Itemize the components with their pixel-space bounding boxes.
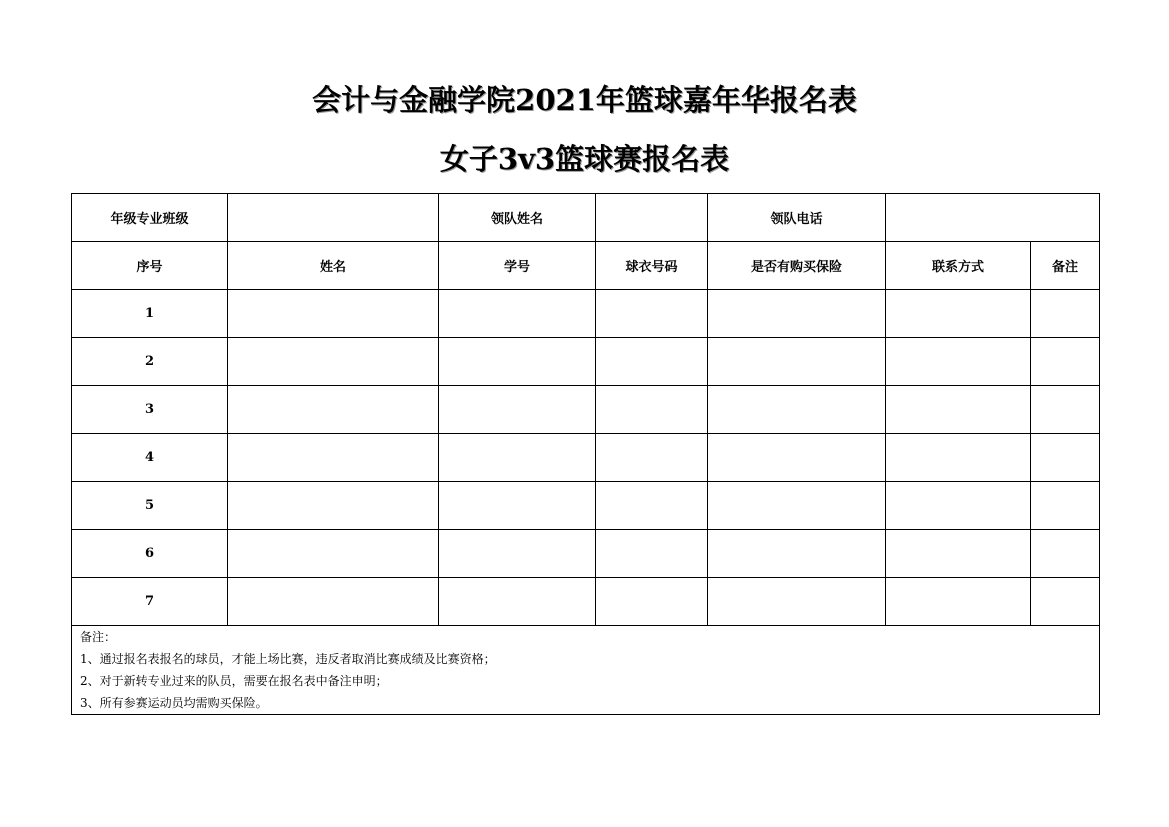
note-item: 3、所有参赛运动员均需购买保险。 xyxy=(80,696,268,710)
contact-cell[interactable] xyxy=(886,338,1031,386)
row-index: 4 xyxy=(72,434,228,482)
name-cell[interactable] xyxy=(228,434,439,482)
contact-cell[interactable] xyxy=(886,530,1031,578)
student-id-cell[interactable] xyxy=(439,338,596,386)
name-cell[interactable] xyxy=(228,530,439,578)
row-index: 2 xyxy=(72,338,228,386)
student-id-cell[interactable] xyxy=(439,530,596,578)
registration-table xyxy=(71,193,1100,715)
info-row xyxy=(72,194,1100,242)
student-id-cell[interactable] xyxy=(439,578,596,626)
remarks-cell[interactable] xyxy=(1031,482,1100,530)
table-row xyxy=(72,386,1100,434)
note-item: 1、通过报名表报名的球员，才能上场比赛，违反者取消比赛成绩及比赛资格； xyxy=(80,652,496,666)
jersey-number-cell[interactable] xyxy=(596,290,708,338)
insurance-cell[interactable] xyxy=(708,530,886,578)
row-index: 3 xyxy=(72,386,228,434)
jersey-number-cell[interactable] xyxy=(596,482,708,530)
page-title: 会计与金融学院2021年篮球嘉年华报名表 xyxy=(312,83,857,117)
student-id-cell[interactable] xyxy=(439,482,596,530)
table-row xyxy=(72,434,1100,482)
student-id-cell[interactable] xyxy=(439,290,596,338)
remarks-cell[interactable] xyxy=(1031,338,1100,386)
jersey-number-cell[interactable] xyxy=(596,338,708,386)
contact-cell[interactable] xyxy=(886,434,1031,482)
remarks-cell[interactable] xyxy=(1031,530,1100,578)
contact-cell[interactable] xyxy=(886,578,1031,626)
jersey-number-cell[interactable] xyxy=(596,434,708,482)
notes-cell xyxy=(72,626,1100,715)
name-cell[interactable] xyxy=(228,482,439,530)
name-cell[interactable] xyxy=(228,290,439,338)
remarks-cell[interactable] xyxy=(1031,290,1100,338)
jersey-number-cell[interactable] xyxy=(596,578,708,626)
table-row xyxy=(72,578,1100,626)
jersey-number-cell[interactable] xyxy=(596,530,708,578)
insurance-cell[interactable] xyxy=(708,338,886,386)
column-header-index: 序号 xyxy=(72,242,228,290)
row-index: 5 xyxy=(72,482,228,530)
insurance-cell[interactable] xyxy=(708,290,886,338)
column-header-remarks: 备注 xyxy=(1031,242,1100,290)
contact-cell[interactable] xyxy=(886,290,1031,338)
jersey-number-cell[interactable] xyxy=(596,386,708,434)
row-index: 6 xyxy=(72,530,228,578)
student-id-cell[interactable] xyxy=(439,386,596,434)
note-item: 2、对于新转专业过来的队员，需要在报名表中备注申明； xyxy=(80,674,388,688)
student-id-cell[interactable] xyxy=(439,434,596,482)
insurance-cell[interactable] xyxy=(708,578,886,626)
remarks-cell[interactable] xyxy=(1031,434,1100,482)
column-header-student-id: 学号 xyxy=(439,242,596,290)
table-row xyxy=(72,482,1100,530)
column-header-name: 姓名 xyxy=(228,242,439,290)
row-index: 1 xyxy=(72,290,228,338)
remarks-cell[interactable] xyxy=(1031,386,1100,434)
contact-cell[interactable] xyxy=(886,482,1031,530)
captain-phone-value-cell[interactable] xyxy=(886,194,1100,242)
captain-name-label: 领队姓名 xyxy=(439,194,596,242)
notes-row xyxy=(72,626,1100,715)
column-header-jersey-number: 球衣号码 xyxy=(596,242,708,290)
row-index: 7 xyxy=(72,578,228,626)
table-row xyxy=(72,338,1100,386)
column-header-insurance: 是否有购买保险 xyxy=(708,242,886,290)
insurance-cell[interactable] xyxy=(708,482,886,530)
column-header-contact: 联系方式 xyxy=(886,242,1031,290)
notes-heading: 备注： xyxy=(80,630,117,644)
captain-name-value-cell[interactable] xyxy=(596,194,708,242)
table-row xyxy=(72,530,1100,578)
remarks-cell[interactable] xyxy=(1031,578,1100,626)
insurance-cell[interactable] xyxy=(708,434,886,482)
page-subtitle: 女子3v3篮球赛报名表 xyxy=(439,142,730,176)
contact-cell[interactable] xyxy=(886,386,1031,434)
captain-phone-label: 领队电话 xyxy=(708,194,886,242)
name-cell[interactable] xyxy=(228,338,439,386)
name-cell[interactable] xyxy=(228,386,439,434)
header-row xyxy=(72,242,1100,290)
grade-label: 年级专业班级 xyxy=(72,194,228,242)
grade-value-cell[interactable] xyxy=(228,194,439,242)
name-cell[interactable] xyxy=(228,578,439,626)
insurance-cell[interactable] xyxy=(708,386,886,434)
table-row xyxy=(72,290,1100,338)
